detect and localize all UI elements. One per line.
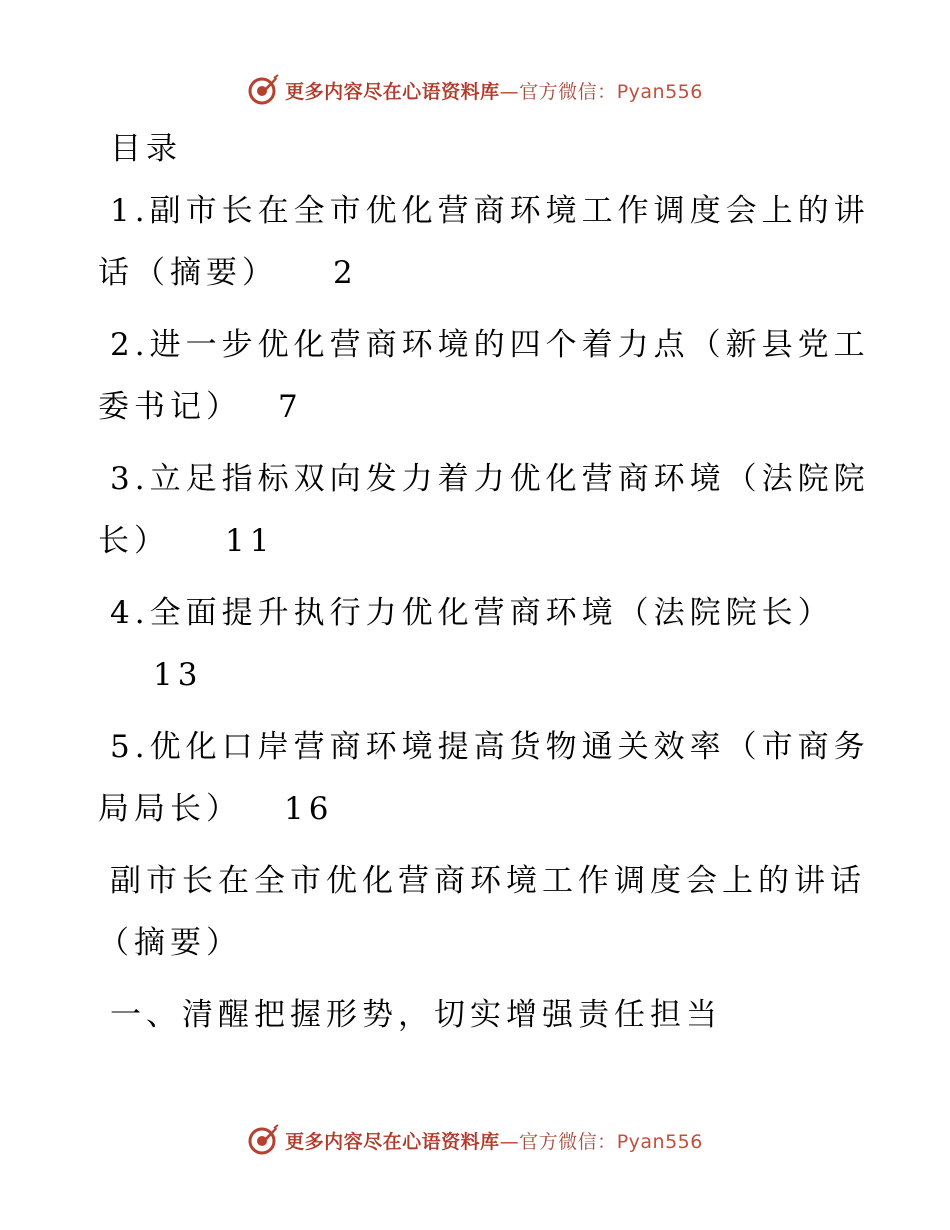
watermark-separator: — bbox=[499, 80, 520, 103]
article-title-line2: （摘要） bbox=[98, 925, 242, 961]
quill-seal-icon bbox=[247, 1124, 279, 1156]
toc-entry-line1: 4.全面提升执行力优化营商环境（法院院长） bbox=[110, 595, 834, 631]
toc-entry-line1: 1.副市长在全市优化营商环境工作调度会上的讲 bbox=[110, 193, 870, 229]
toc-entry-1 bbox=[98, 180, 870, 304]
toc-entry-2 bbox=[98, 314, 870, 438]
toc-entry-line2 bbox=[98, 376, 838, 438]
article-title-line1: 副市长在全市优化营商环境工作调度会上的讲话 bbox=[110, 863, 866, 899]
toc-heading: 目录 bbox=[110, 131, 182, 167]
watermark-wechat-id: Pyan556 bbox=[616, 1130, 703, 1153]
watermark-separator: — bbox=[499, 1130, 520, 1153]
toc-entry-4 bbox=[98, 582, 838, 706]
toc-entry-text: 话（摘要） bbox=[98, 255, 278, 291]
watermark-wechat-label: 官方微信： bbox=[519, 80, 617, 103]
watermark-text bbox=[285, 77, 703, 104]
watermark-label: 更多内容尽在心语资料库 bbox=[285, 80, 500, 103]
toc-entry-text: 长） bbox=[98, 523, 170, 559]
toc-entry-line1: 2.进一步优化营商环境的四个着力点（新县党工 bbox=[110, 327, 870, 363]
watermark-wechat-id: Pyan556 bbox=[616, 80, 703, 103]
toc-entry-line2 bbox=[98, 778, 838, 840]
toc-page-number: 7 bbox=[278, 389, 303, 425]
toc-entry-line2 bbox=[98, 510, 838, 572]
toc-page-number: 11 bbox=[225, 523, 275, 559]
section-heading: 一、清醒把握形势，切实增强责任担当 bbox=[110, 997, 722, 1033]
article-title bbox=[98, 850, 866, 974]
toc-entry-text: 局局长） bbox=[98, 791, 242, 827]
toc-entry-text: 委书记） bbox=[98, 389, 242, 425]
watermark-wechat-label: 官方微信： bbox=[519, 1130, 617, 1153]
watermark-footer bbox=[0, 1120, 950, 1160]
toc-page-number: 13 bbox=[153, 657, 203, 693]
toc-page-number: 2 bbox=[333, 255, 358, 291]
toc-page-number: 16 bbox=[284, 791, 334, 827]
toc-entry-line1: 3.立足指标双向发力着力优化营商环境（法院院 bbox=[110, 461, 870, 497]
quill-seal-icon bbox=[247, 74, 279, 106]
watermark-label: 更多内容尽在心语资料库 bbox=[285, 1130, 500, 1153]
toc-entry-5 bbox=[98, 716, 870, 840]
toc-entry-line2 bbox=[98, 242, 838, 304]
watermark-header bbox=[0, 70, 950, 110]
document-body bbox=[98, 118, 870, 1046]
watermark-text bbox=[285, 1127, 703, 1154]
toc-entry-line1: 5.优化口岸营商环境提高货物通关效率（市商务 bbox=[110, 729, 870, 765]
toc-entry-3 bbox=[98, 448, 870, 572]
